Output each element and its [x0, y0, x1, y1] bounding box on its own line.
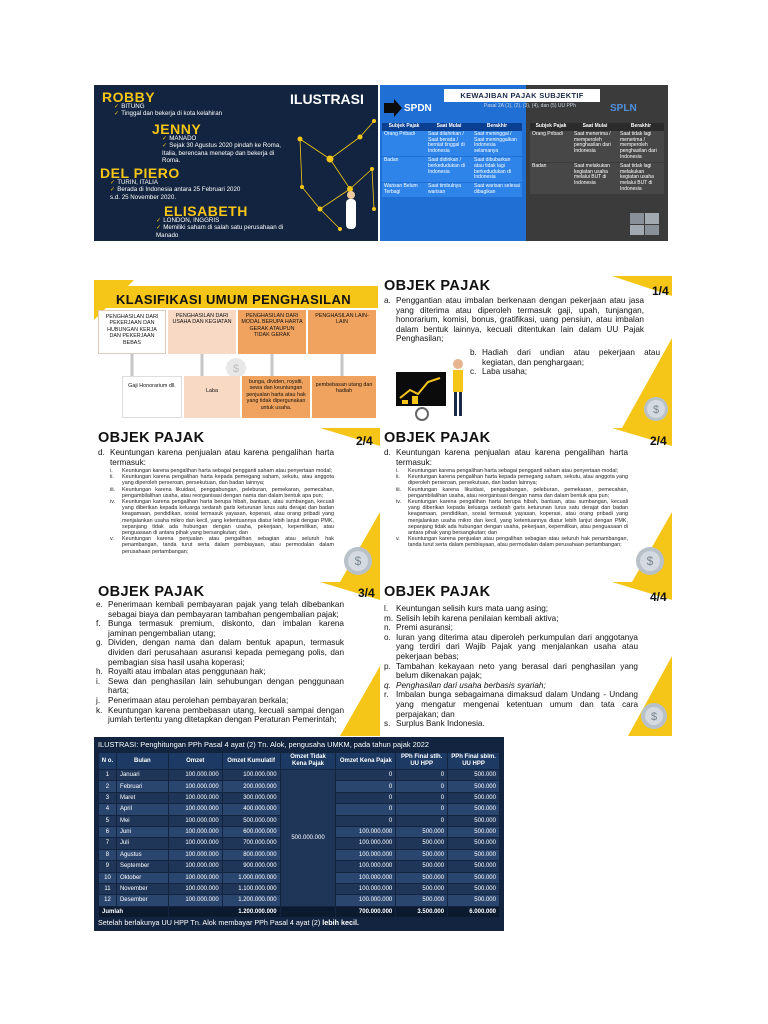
table-cell: 9 — [99, 861, 117, 872]
puzzle-icon — [628, 209, 662, 237]
table-cell: 500.000 — [396, 849, 448, 860]
table-cell: 5 — [99, 815, 117, 826]
slide-title: OBJEK PAJAK — [98, 584, 205, 600]
table-cell: 12 — [99, 895, 117, 906]
svg-text:$: $ — [646, 554, 654, 568]
klasifikasi-detail: pembebasan utang dan hadiah — [312, 376, 376, 418]
spln-table — [530, 123, 664, 195]
table-cell: 700.000.000 — [222, 838, 280, 849]
slide-title: OBJEK PAJAK — [98, 430, 205, 446]
table-cell: 500.000 — [448, 849, 500, 860]
page-indicator: 2/4 — [650, 434, 667, 448]
table-cell: April — [116, 804, 168, 815]
table-header: PPh Final stlh. UU HPP — [396, 753, 448, 770]
connector-lines — [94, 354, 378, 376]
check-icon: ✓ — [110, 186, 116, 193]
table-header: Omzet Tidak Kena Pajak — [280, 753, 336, 770]
table-cell: 500.000 — [448, 815, 500, 826]
slide-ilustrasi-pph — [94, 737, 504, 931]
table-header: N o. — [99, 753, 117, 770]
klasifikasi-box: PENGHASILAN LAIN-LAIN — [308, 310, 376, 354]
table-cell: 100.000.000 — [222, 770, 280, 781]
table-cell: 100.000.000 — [336, 883, 396, 894]
slide-klasifikasi — [94, 280, 378, 428]
table-cell: 1.200.000.000 — [222, 895, 280, 906]
table-cell: Juli — [116, 838, 168, 849]
table-cell: 8 — [99, 849, 117, 860]
slide-objek-pajak-2-right — [380, 428, 672, 582]
table-cell: 6.000.000 — [448, 906, 500, 917]
objek-items: l. Keuntungan selisih kurs mata uang asing; m. Selisih lebih karena penilaian kembali aktiva; n. Premi asuransi; o. Iuran yang diterima atau diperoleh perkumpulan dari anggotanya yang terdiri dari Wajib Pajak yang menjalankan usaha atau pekerjaan bebas; p. Tambahan kekayaan neto yang berasal dari penghasilan yang belum dikenakan pajak; q. Penghasilan dari usaha berbasis syariah; r. Imbalan bunga sebagaimana dimaksud dalam Undang - Undang yang mengatur mengenai ketentuan umum dan tata cara perpajakan; dan s. Surplus Bank Indonesia. — [384, 604, 638, 729]
slide-title: KEWAJIBAN PAJAK SUBJEKTIF — [444, 89, 600, 102]
slide-objek-pajak-3 — [94, 582, 380, 736]
person-name-del-piero: DEL PIERO — [100, 165, 180, 181]
person-name-robby: ROBBY — [102, 89, 156, 105]
table-cell: Februari — [116, 781, 168, 792]
slide-kewajiban-pajak — [380, 85, 668, 241]
network-illustration — [290, 109, 378, 241]
person-detail: ✓ Sejak 30 Agustus 2020 pindah ke Roma, Italia, berencana menetap dan bekerja di Roma. — [162, 142, 281, 164]
table-cell: 500.000 — [396, 895, 448, 906]
person-detail: ✓ MANADO — [162, 135, 197, 142]
table-cell: 400.000.000 — [222, 804, 280, 815]
check-icon: ✓ — [156, 224, 162, 231]
table-cell: 100.000.000 — [336, 826, 396, 837]
table-cell: 500.000 — [448, 781, 500, 792]
table-header: Subjek Pajak — [382, 123, 426, 131]
page-indicator: 4/4 — [650, 590, 667, 604]
table-cell: 100.000.000 — [336, 872, 396, 883]
slide-title: OBJEK PAJAK — [384, 278, 491, 294]
table-cell: 0 — [396, 815, 448, 826]
table-cell: 0 — [336, 792, 396, 803]
person-detail: ✓ LONDON, INGGRIS — [156, 217, 220, 224]
table-cell: 7 — [99, 838, 117, 849]
check-icon: ✓ — [162, 142, 168, 149]
table-cell: Desember — [116, 895, 168, 906]
table-cell: 500.000 — [396, 861, 448, 872]
table-cell: 500.000 — [396, 826, 448, 837]
table-cell: 500.000 — [448, 883, 500, 894]
table-cell: 1.000.000.000 — [222, 872, 280, 883]
svg-text:$: $ — [354, 554, 362, 568]
table-header: Omzet — [168, 753, 222, 770]
table-cell: Juni — [116, 826, 168, 837]
table-cell: 500.000.000 — [222, 815, 280, 826]
table-cell: 100.000.000 — [168, 861, 222, 872]
coin-icon — [632, 544, 668, 578]
objek-subitems: i. Keuntungan karena pengalihan harta sebagai pengganti saham atau penyertaan modal; ii. Keuntungan karena pengalihan harta kepada pemegang saham, sekutu, atau anggota yang diperoleh perseroan, persekutuan, dan badan lainnya; iii. Keuntungan karena likuidasi, penggabungan, peleburan, pemekaran, pemecahan, pengambilalihan usaha, atau reorganisasi dengan nama dan dalam bentuk apa pun; iv. Keuntungan karena pengalihan harta berupa hibah, bantuan, atau sumbangan, kecuali yang diberikan kepada keluarga sedarah garis keturunan lurus satu derajat dan badan keagamaan, pendidikan, sosial termasuk yayasan, koperasi, atau orang pribadi yang menjalankan usaha mikro dan kecil, yang ketentuannya diatur lebih lanjut dengan PMK, sepanjang tidak ada hubungan dengan usaha, pekerjaan, kepemilikan, atau penguasaan di antara pihak yang bersangkutan; dan v. Keuntungan karena penjualan atau pengalihan sebagian atau seluruh hak penambangan, tanda turut serta dalam pembiayaan, atau permodalan dalam perusahaan pertambangan; — [110, 468, 334, 555]
table-cell: 500.000 — [448, 826, 500, 837]
table-cell: 3 — [99, 792, 117, 803]
table-cell: 0 — [396, 770, 448, 781]
slide-objek-pajak-4 — [380, 582, 672, 736]
table-cell: 100.000.000 — [336, 838, 396, 849]
table-cell: 500.000 — [396, 838, 448, 849]
table-cell: 4 — [99, 804, 117, 815]
table-cell: 1 — [99, 770, 117, 781]
table-cell: 100.000.000 — [336, 895, 396, 906]
table-cell: 0 — [336, 815, 396, 826]
check-icon: ✓ — [114, 103, 120, 110]
coin-icon — [340, 544, 376, 578]
table-header: Berakhir — [472, 123, 522, 131]
table-cell: 100.000.000 — [336, 849, 396, 860]
table-cell: 0 — [396, 792, 448, 803]
table-header: PPh Final sblm. UU HPP — [448, 753, 500, 770]
table-cell: 600.000.000 — [222, 826, 280, 837]
pph-table — [98, 752, 500, 918]
slide-ilustrasi — [94, 85, 378, 241]
check-icon: ✓ — [162, 135, 168, 142]
spdn-table — [382, 123, 522, 198]
person-name-jenny: JENNY — [152, 121, 202, 137]
person-detail: ✓ TURIN, ITALIA — [110, 179, 158, 186]
check-icon: ✓ — [114, 110, 120, 117]
table-cell: 100.000.000 — [168, 792, 222, 803]
table-cell: 300.000.000 — [222, 792, 280, 803]
table-cell: 700.000.000 — [336, 906, 396, 917]
table-cell: Mei — [116, 815, 168, 826]
klasifikasi-detail: Laba — [184, 376, 240, 418]
table-cell: 0 — [396, 804, 448, 815]
table-cell: 100.000.000 — [168, 770, 222, 781]
table-cell: 100.000.000 — [168, 804, 222, 815]
table-cell: 0 — [336, 804, 396, 815]
klasifikasi-box: PENGHASILAN DARI MODAL BERUPA HARTA GERAK ATAUPUN TIDAK GERAK — [238, 310, 306, 354]
objek-subitems: i. Keuntungan karena pengalihan harta sebagai pengganti saham atau penyertaan modal; ii. Keuntungan karena pengalihan harta kepada pemegang saham, sekutu, atau anggota yang diperoleh perseroan, persekutuan, dan badan lainnya; iii. Keuntungan karena likuidasi, penggabungan, peleburan, pemekaran, pemecahan, pengambilalihan usaha, atau reorganisasi dengan nama dan dalam bentuk apa pun; iv. Keuntungan karena pengalihan harta berupa hibah, bantuan, atau sumbangan, kecuali yang diberikan kepada keluarga sedarah garis keturunan lurus satu derajat dan badan keagamaan, pendidikan, sosial termasuk yayasan, koperasi, atau orang pribadi yang menjalankan usaha mikro dan kecil, yang ketentuannya diatur lebih lanjut dengan PMK, sepanjang tidak ada hubungan dengan usaha, pekerjaan, kepemilikan, atau penguasaan di antara pihak yang bersangkutan; dan v. Keuntungan karena penjualan atau pengalihan sebagian atau seluruh hak penambangan, tanda turut serta dalam pembiayaan, atau permodalan dalam perusahaan pertambangan; — [396, 468, 628, 549]
page-indicator: 3/4 — [358, 586, 375, 600]
table-cell: 0 — [336, 781, 396, 792]
table-cell: 500.000 — [448, 792, 500, 803]
table-caption: ILUSTRASI: Penghitungan PPh Pasal 4 ayat (2) Tn. Alok, pengusaha UMKM, pada tahun pajak 2022 — [98, 740, 430, 749]
table-row: Orang Pribadi Saat dilahirkan / Saat berada / berniat tinggal di Indonesia Saat meninggal / Saat meninggalkan Indonesia selamanya — [382, 131, 522, 157]
table-cell-merged: 500.000.000 — [280, 770, 336, 907]
table-row: Badan Saat melakukan kegiatan usaha melalui BUT di Indonesia Saat tidak lagi melakukan kegiatan usaha melalui BUT di Indonesia — [530, 162, 664, 194]
objek-item: b. Hadiah dari undian atau pekerjaan atau kegiatan, dan penghargaan; c. Laba usaha; — [470, 348, 660, 377]
table-cell: September — [116, 861, 168, 872]
spdn-label: SPDN — [404, 103, 432, 114]
table-header: Bulan — [116, 753, 168, 770]
slide-title: ILUSTRASI — [290, 91, 364, 107]
table-header: Omzet Kena Pajak — [336, 753, 396, 770]
table-cell: 500.000 — [448, 872, 500, 883]
table-cell: 100.000.000 — [168, 883, 222, 894]
slide-title: KLASIFIKASI UMUM PENGHASILAN — [116, 292, 352, 307]
table-total-row — [99, 906, 500, 917]
klasifikasi-detail: bunga, dividen, royalti, sewa dan keuntungan penjualan harta atau hak yang tidak dipergunakan untuk usaha. — [242, 376, 310, 418]
table-cell: 900.000.000 — [222, 861, 280, 872]
table-header: Subjek Pajak — [530, 123, 572, 131]
table-footer: Setelah berlakunya UU HPP Tn. Alok membayar PPh Pasal 4 ayat (2) lebih kecil. — [98, 918, 360, 927]
page-indicator: 1/4 — [652, 284, 669, 298]
table-cell: Maret — [116, 792, 168, 803]
table-header: Omzet Kumulatif — [222, 753, 280, 770]
table-cell: Oktober — [116, 872, 168, 883]
table-cell: 500.000 — [396, 872, 448, 883]
table-header: Berakhir — [618, 123, 664, 131]
table-cell: 6 — [99, 826, 117, 837]
table-cell: 100.000.000 — [336, 861, 396, 872]
table-cell: 0 — [396, 781, 448, 792]
table-cell: 100.000.000 — [168, 849, 222, 860]
table-cell: 100.000.000 — [168, 826, 222, 837]
svg-text:$: $ — [232, 363, 240, 375]
table-cell — [280, 906, 336, 917]
svg-text:$: $ — [650, 711, 658, 723]
table-cell: 100.000.000 — [168, 815, 222, 826]
table-cell: 1.200.000.000 — [168, 906, 280, 917]
table-cell: 500.000 — [448, 838, 500, 849]
table-cell: Jumlah — [99, 906, 169, 917]
slide-subtitle: Pasal 2A (1), (2), (3), (4), dan (5) UU PPh — [484, 103, 576, 109]
table-cell: 500.000 — [396, 883, 448, 894]
table-cell: 800.000.000 — [222, 849, 280, 860]
objek-item: a. Penggantian atau imbalan berkenaan dengan pekerjaan atau jasa yang diterima atau diperoleh termasuk gaji, upah, tunjangan, honorarium, komisi, bonus, gratifikasi, uang pensiun, atau imbalan dalam bentuk lainnya, kecuali ditentukan lain dalam UU Pajak Penghasilan; — [384, 296, 644, 344]
klasifikasi-box: PENGHASILAN DARI PEKERJAAN DAN HUBUNGAN KERJA DAN PEKERJAAN BEBAS — [98, 310, 166, 354]
table-cell: 500.000 — [448, 770, 500, 781]
table-cell: 3.500.000 — [396, 906, 448, 917]
table-row: Orang Pribadi Saat menerima / memperoleh penghasilan dari Indonesia Saat tidak lagi menerima / memperoleh penghasilan dari Indonesia — [530, 131, 664, 162]
person-detail: ✓ Tinggal dan bekerja di kota kelahiran — [114, 110, 223, 117]
table-cell: November — [116, 883, 168, 894]
objek-item: d. Keuntungan karena penjualan atau karena pengalihan harta termasuk: — [98, 448, 334, 467]
table-header: Saat Mulai — [572, 123, 618, 131]
slide-objek-pajak-1 — [380, 276, 672, 428]
coin-icon — [638, 700, 670, 732]
table-row: Badan Saat didirikan / berkedudukan di Indonesia Saat dibubarkan atau tidak lagi berkedudukan di Indonesia — [382, 156, 522, 182]
table-cell: 0 — [336, 770, 396, 781]
table-cell: Agustus — [116, 849, 168, 860]
person-name-elisabeth: ELISABETH — [164, 203, 248, 219]
slide-objek-pajak-2-left — [94, 428, 380, 582]
person-detail: ✓ Berada di Indonesia antara 25 Februari 2020 s.d. 25 November 2020. — [110, 186, 241, 201]
coin-icon — [642, 394, 670, 424]
table-cell: 500.000 — [448, 861, 500, 872]
slide-title: OBJEK PAJAK — [384, 430, 491, 446]
objek-item: d. Keuntungan karena penjualan atau karena pengalihan harta termasuk: — [384, 448, 628, 467]
table-cell: 100.000.000 — [168, 872, 222, 883]
table-cell: 1.100.000.000 — [222, 883, 280, 894]
check-icon: ✓ — [110, 179, 116, 186]
table-cell: Januari — [116, 770, 168, 781]
page-indicator: 2/4 — [356, 434, 373, 448]
table-cell: 100.000.000 — [168, 838, 222, 849]
table-cell: 100.000.000 — [168, 781, 222, 792]
objek-items: e. Penerimaan kembali pembayaran pajak yang telah dibebankan sebagai biaya dan pembayaran tambahan pengembalian pajak; f. Bunga termasuk premium, diskonto, dan imbalan karena jaminan pengembalian utang; g. Dividen, dengan nama dan dalam bentuk apapun, termasuk dividen dari perusahaan asuransi kepada pemegang polis, dan pembagian sisa hasil usaha koperasi; h. Royalti atau imbalan atas penggunaan hak; i. Sewa dan penghasilan lain sehubungan dengan penggunaan harta; j. Penerimaan atau perolehan pembayaran berkala; k. Keuntungan karena pembebasan utang, kecuali sampai dengan jumlah tertentu yang ditetapkan dengan Peraturan Pemerintah; — [96, 600, 344, 725]
table-cell: 500.000 — [448, 895, 500, 906]
person-detail: ✓ BITUNG — [114, 103, 145, 110]
spln-label: SPLN — [610, 103, 637, 114]
table-cell: 100.000.000 — [168, 895, 222, 906]
klasifikasi-box: PENGHASILAN DARI USAHA DAN KEGIATAN — [168, 310, 236, 354]
table-cell: 200.000.000 — [222, 781, 280, 792]
table-header: Saat Mulai — [426, 123, 472, 131]
klasifikasi-detail: Gaji Honorarium dll. — [122, 376, 182, 418]
table-cell: 500.000 — [448, 804, 500, 815]
decor-triangle — [340, 666, 380, 736]
analytics-illustration — [392, 352, 472, 422]
check-icon: ✓ — [156, 217, 162, 224]
slide-title: OBJEK PAJAK — [384, 584, 491, 600]
svg-text:$: $ — [652, 404, 660, 416]
table-row: Warisan Belum Terbagi Saat timbulnya warisan Saat warisan selesai dibagikan — [382, 183, 522, 198]
table-cell: 11 — [99, 883, 117, 894]
table-cell: 10 — [99, 872, 117, 883]
table-row — [99, 770, 500, 781]
person-detail: ✓ Memiliki saham di salah satu perusahaan di Manado — [156, 224, 284, 239]
table-cell: 2 — [99, 781, 117, 792]
